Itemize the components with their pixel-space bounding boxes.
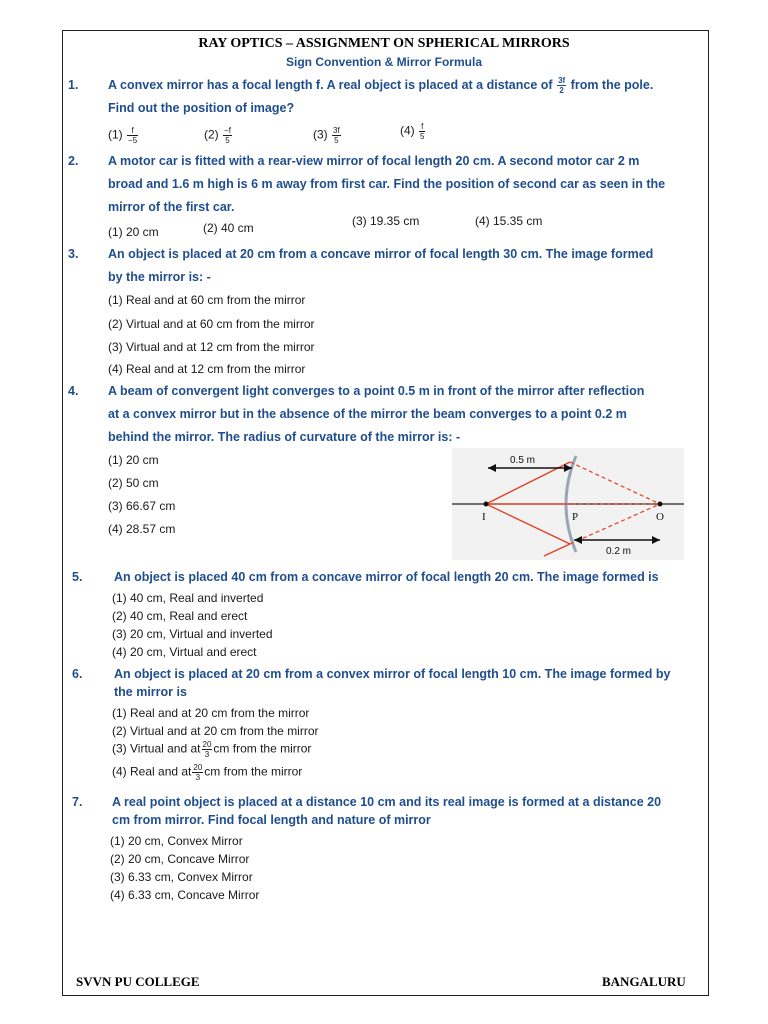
question-4-option-1: (1) 20 cm bbox=[108, 453, 159, 467]
question-6-option-2: (2) Virtual and at 20 cm from the mirror bbox=[112, 724, 319, 738]
question-7-text: A real point object is placed at a distance 10 cm and its real image is formed at a distance 20 cm from mirror. Find focal length and nature of mirror bbox=[112, 795, 662, 827]
question-5-option-1: (1) 40 cm, Real and inverted bbox=[112, 591, 264, 605]
question-2-option-4: (4) 15.35 cm bbox=[475, 214, 543, 228]
page-title: RAY OPTICS – ASSIGNMENT ON SPHERICAL MIRRORS bbox=[198, 36, 570, 51]
question-number-6: 6. bbox=[72, 667, 83, 681]
question-5-option-4: (4) 20 cm, Virtual and erect bbox=[112, 645, 257, 659]
label-o: O bbox=[656, 511, 664, 523]
question-1-option-2: (2) $\frac{-f}{5}$ bbox=[204, 126, 231, 145]
question-2-text: A motor car is fitted with a rear-view mirror of focal length 20 cm. A second motor car 2 m broad and 1.6 m high is 6 m away from first car. Find the position of second car as seen in the mirror of the first car. bbox=[108, 154, 666, 214]
question-3-option-4: (4) Real and at 12 cm from the mirror bbox=[108, 362, 306, 376]
footer-college: SVVN PU COLLEGE bbox=[76, 974, 200, 989]
label-p: P bbox=[572, 511, 579, 523]
question-2-option-1: (1) 20 cm bbox=[108, 225, 159, 239]
question-number-5: 5. bbox=[72, 570, 83, 584]
question-1-option-1: (1) $\frac{f}{-5}$ bbox=[108, 126, 138, 145]
question-number-1: 1. bbox=[68, 78, 79, 92]
question-5-option-3: (3) 20 cm, Virtual and inverted bbox=[112, 627, 273, 641]
question-7-option-2: (2) 20 cm, Concave Mirror bbox=[110, 852, 250, 866]
question-6-option-4: (4) Real and at $\frac{20}{3}$ cm from the mirror bbox=[112, 763, 303, 782]
question-7-option-1: (1) 20 cm, Convex Mirror bbox=[110, 834, 243, 848]
question-3-text: An object is placed at 20 cm from a concave mirror of focal length 30 cm. The image formed by the mirror is: - bbox=[108, 247, 654, 284]
question-6-option-1: (1) Real and at 20 cm from the mirror bbox=[112, 706, 310, 720]
question-4-option-4: (4) 28.57 cm bbox=[108, 522, 176, 536]
question-5-option-2: (2) 40 cm, Real and erect bbox=[112, 609, 248, 623]
point-o bbox=[658, 502, 663, 507]
question-number-3: 3. bbox=[68, 247, 79, 261]
question-7-option-3: (3) 6.33 cm, Convex Mirror bbox=[110, 870, 253, 884]
question-6-text: An object is placed at 20 cm from a convex mirror of focal length 10 cm. The image formed by the mirror is bbox=[114, 667, 671, 699]
question-1-option-4: (4) $\frac{f}{5}$ bbox=[400, 122, 425, 141]
question-1-text: A convex mirror has a focal length f. A real object is placed at a distance of $\frac{3f}{2}$ from the pole. Find out the position of image? bbox=[108, 76, 654, 115]
footer-city: BANGALURU bbox=[602, 974, 686, 989]
question-4-option-3: (3) 66.67 cm bbox=[108, 499, 176, 513]
question-5-text: An object is placed 40 cm from a concave mirror of focal length 20 cm. The image formed is bbox=[114, 570, 659, 584]
question-1-option-3: (3) $\frac{3f}{5}$ bbox=[313, 126, 340, 145]
label-top-distance: 0.5 m bbox=[510, 455, 536, 466]
question-number-2: 2. bbox=[68, 154, 79, 168]
page-subtitle: Sign Convention & Mirror Formula bbox=[285, 55, 482, 69]
question-number-4: 4. bbox=[68, 384, 79, 398]
question-3-option-3: (3) Virtual and at 12 cm from the mirror bbox=[108, 340, 315, 354]
question-2-option-3: (3) 19.35 cm bbox=[352, 214, 420, 228]
question-4-option-2: (2) 50 cm bbox=[108, 476, 159, 490]
label-i: I bbox=[482, 511, 486, 523]
question-2-option-2: (2) 40 cm bbox=[203, 221, 254, 235]
convex-mirror-ray-diagram bbox=[452, 448, 684, 560]
fraction: $\frac{3f}{2}$ bbox=[558, 76, 566, 96]
question-3-option-1: (1) Real and at 60 cm from the mirror bbox=[108, 293, 306, 307]
question-6-option-3: (3) Virtual and at $\frac{20}{3}$ cm from the mirror bbox=[112, 740, 312, 759]
question-4-text: A beam of convergent light converges to a point 0.5 m in front of the mirror after reflection at a convex mirror but in the absence of the mirror the beam converges to a point 0.2 m behind the mirror. The radius of curvature of the mirror is: - bbox=[108, 384, 645, 444]
question-7-option-4: (4) 6.33 cm, Concave Mirror bbox=[110, 888, 260, 902]
label-bottom-distance: 0.2 m bbox=[606, 546, 632, 557]
question-number-7: 7. bbox=[72, 795, 83, 809]
question-3-option-2: (2) Virtual and at 60 cm from the mirror bbox=[108, 317, 315, 331]
point-i bbox=[484, 502, 489, 507]
